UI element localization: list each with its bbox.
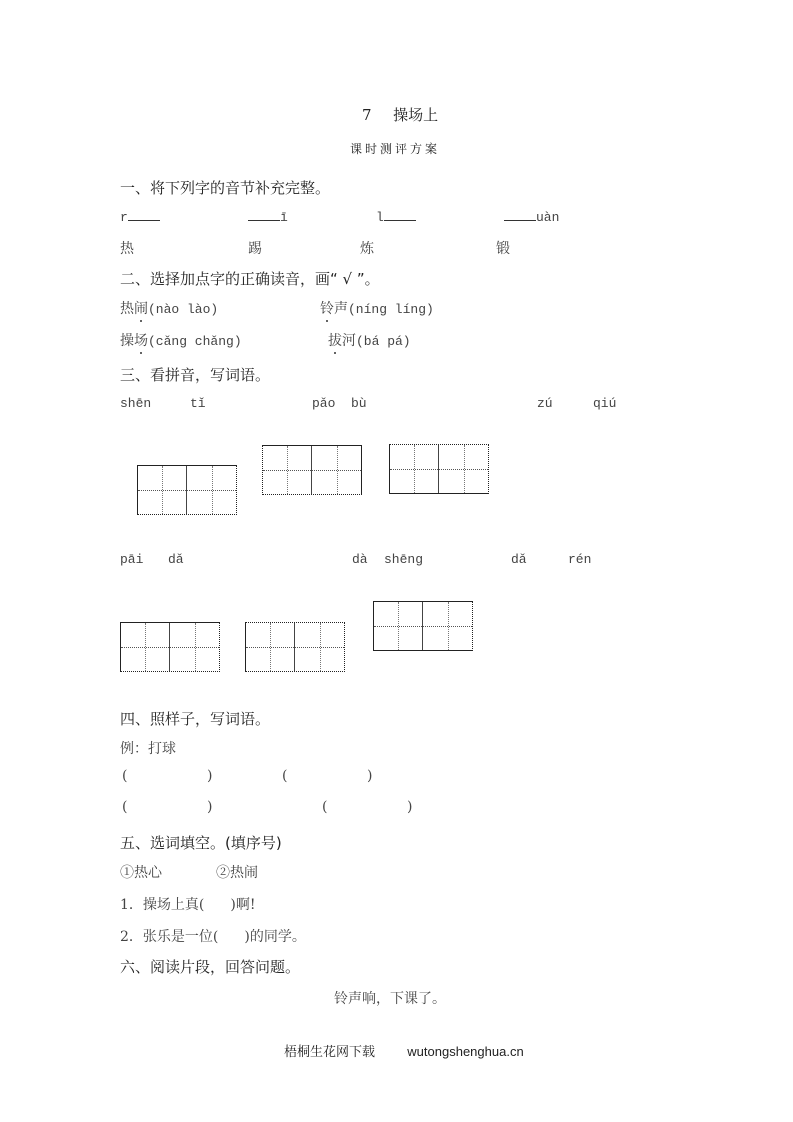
footer-url[interactable]: wutongshenghua.cn bbox=[407, 1044, 524, 1059]
lesson-name: 操场上 bbox=[393, 106, 439, 124]
grid-cell[interactable] bbox=[439, 445, 488, 493]
writing-grid[interactable] bbox=[373, 601, 473, 651]
writing-grid[interactable] bbox=[262, 445, 362, 495]
pinyin-word-1b: tǐ bbox=[190, 396, 206, 411]
section-1-heading: 一、将下列字的音节补充完整。 bbox=[120, 179, 331, 197]
syllable-item-1: r bbox=[120, 208, 160, 225]
paren-open: ( bbox=[122, 799, 128, 815]
char-2: 踢 bbox=[248, 241, 262, 257]
subtitle: 课时测评方案 bbox=[350, 142, 441, 156]
writing-grid[interactable] bbox=[120, 622, 220, 672]
answer-blank[interactable] bbox=[384, 208, 416, 221]
paren-close: ) bbox=[207, 768, 213, 784]
pinyin-word-2a: pǎo bbox=[312, 396, 336, 411]
answer-blank[interactable] bbox=[292, 766, 366, 786]
section-6-heading: 六、阅读片段，回答问题。 bbox=[120, 958, 301, 976]
pinyin-word-2b: bù bbox=[351, 396, 367, 411]
dotted-char: 场 bbox=[134, 333, 148, 349]
paren-close: ) bbox=[367, 768, 373, 784]
reading-choice-1: 热闹(nào lào) bbox=[120, 301, 219, 317]
pinyin-word-1a: shēn bbox=[120, 396, 152, 411]
writing-grid[interactable] bbox=[389, 444, 489, 494]
char-4: 锻 bbox=[496, 241, 510, 257]
paren-close: ) bbox=[407, 799, 413, 815]
grid-cell[interactable] bbox=[374, 602, 423, 650]
answer-blank[interactable] bbox=[504, 208, 536, 221]
pinyin-options[interactable]: (cǎng chǎng) bbox=[148, 334, 242, 349]
grid-cell[interactable] bbox=[170, 623, 219, 671]
fill-question-1: 1．操场上真( )啊! bbox=[120, 897, 256, 913]
example-text: 例：打球 bbox=[120, 741, 176, 757]
grid-cell[interactable] bbox=[187, 466, 236, 514]
pinyin-word-5b: shēng bbox=[384, 552, 424, 567]
pinyin-word-5a: dà bbox=[352, 552, 368, 567]
char-3: 炼 bbox=[360, 241, 374, 257]
dotted-char: 闹 bbox=[134, 301, 148, 317]
word-option-2: ②热闹 bbox=[216, 865, 258, 881]
answer-blank[interactable] bbox=[132, 766, 206, 786]
grid-cell[interactable] bbox=[295, 623, 344, 671]
pinyin-word-4b: dǎ bbox=[168, 552, 184, 567]
footer-site-name: 梧桐生花网下载 bbox=[284, 1045, 376, 1060]
pinyin-options[interactable]: (bá pá) bbox=[356, 334, 411, 349]
char-1: 热 bbox=[120, 241, 134, 257]
paren-open: ( bbox=[322, 799, 328, 815]
grid-cell[interactable] bbox=[423, 602, 472, 650]
pinyin-word-3b: qiú bbox=[593, 396, 617, 411]
syllable-item-2: ī bbox=[248, 208, 288, 225]
pinyin-word-4a: pāi bbox=[120, 552, 144, 567]
passage-text: 铃声响，下课了。 bbox=[334, 991, 446, 1007]
syllable-item-3: l bbox=[376, 208, 416, 225]
reading-choice-2: 铃声(níng líng) bbox=[320, 301, 434, 317]
paren-open: ( bbox=[122, 768, 128, 784]
grid-cell[interactable] bbox=[263, 446, 312, 494]
grid-cell[interactable] bbox=[390, 445, 439, 493]
pinyin-word-3a: zú bbox=[537, 396, 553, 411]
dotted-char: 铃 bbox=[320, 301, 334, 317]
section-4-heading: 四、照样子，写词语。 bbox=[120, 710, 271, 728]
section-5-heading: 五、选词填空。(填序号) bbox=[120, 834, 282, 852]
section-3-heading: 三、看拼音，写词语。 bbox=[120, 366, 271, 384]
pinyin-options[interactable]: (nào lào) bbox=[148, 302, 219, 317]
reading-choice-3: 操场(cǎng chǎng) bbox=[120, 333, 242, 349]
grid-cell[interactable] bbox=[121, 623, 170, 671]
paren-open: ( bbox=[282, 768, 288, 784]
pinyin-word-6a: dǎ bbox=[511, 552, 527, 567]
writing-grid[interactable] bbox=[245, 622, 345, 672]
fill-question-2: 2．张乐是一位( )的同学。 bbox=[120, 929, 306, 945]
section-2-heading: 二、选择加点字的正确读音，画“ √ ”。 bbox=[120, 270, 380, 288]
lesson-title bbox=[362, 104, 438, 125]
answer-blank[interactable] bbox=[248, 208, 280, 221]
pinyin-options[interactable]: (níng líng) bbox=[348, 302, 434, 317]
answer-blank[interactable] bbox=[132, 797, 206, 817]
grid-cell[interactable] bbox=[246, 623, 295, 671]
pinyin-word-6b: rén bbox=[568, 552, 592, 567]
writing-grid[interactable] bbox=[137, 465, 237, 515]
footer bbox=[284, 1041, 524, 1060]
word-option-1: ①热心 bbox=[120, 865, 162, 881]
answer-blank[interactable] bbox=[332, 797, 406, 817]
paren-close: ) bbox=[207, 799, 213, 815]
dotted-char: 拔 bbox=[328, 333, 342, 349]
reading-choice-4: 拔河(bá pá) bbox=[328, 333, 411, 349]
answer-blank[interactable] bbox=[128, 208, 160, 221]
grid-cell[interactable] bbox=[312, 446, 361, 494]
lesson-number: 7 bbox=[362, 106, 372, 124]
grid-cell[interactable] bbox=[138, 466, 187, 514]
syllable-item-4: uàn bbox=[504, 208, 559, 225]
